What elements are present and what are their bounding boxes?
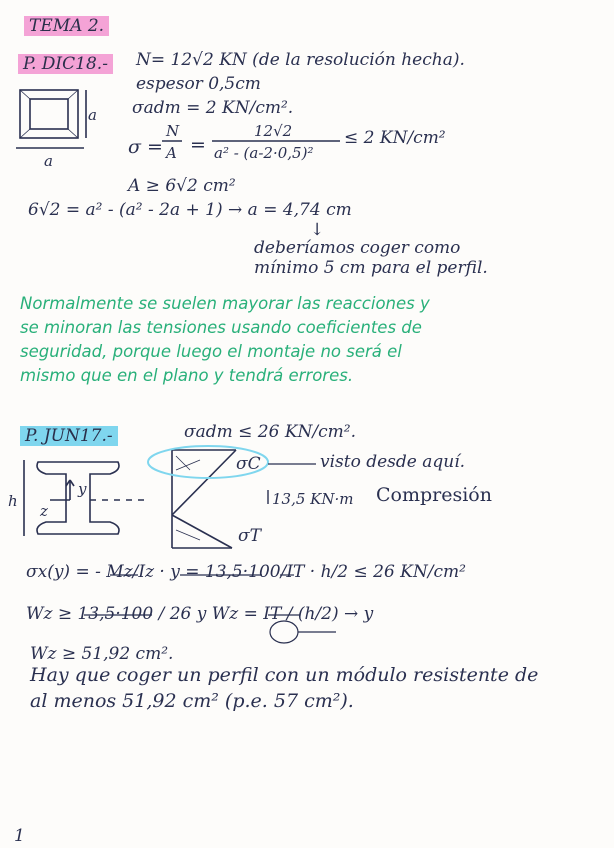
page-number: 1 (14, 826, 25, 846)
note-line2: mínimo 5 cm para el perfil. (254, 258, 488, 278)
sigma-c: σC (236, 454, 261, 474)
problem1-tag: P. DIC18.- (18, 54, 113, 74)
stress-diagram (172, 450, 236, 548)
label-a-bottom: a (44, 152, 53, 170)
tema-title: TEMA 2. (24, 16, 109, 36)
problem2-sigma-adm: σadm ≤ 26 KN/cm². (184, 422, 356, 442)
solve-line: 6√2 = a² - (a² - 2a + 1) → a = 4,74 cm (28, 200, 352, 220)
green-note-line2: se minoran las tensiones usando coeficientes de (20, 318, 422, 337)
formula-rhs: ≤ 2 KN/cm² (344, 128, 446, 148)
formula-num: 12√2 (254, 122, 293, 140)
moment-label: 13,5 KN·m (272, 490, 354, 508)
green-note-line3: seguridad, porque luego el montaje no será el (20, 342, 402, 361)
conclusion-line1: Hay que coger un perfil con un módulo resistente de (30, 664, 539, 686)
label-h: h (8, 492, 18, 510)
visto-label: visto desde aquí. (320, 452, 466, 472)
formula-eq: = (190, 134, 206, 156)
eq2: Wz ≥ 13,5·100 / 26 y Wz = IT / (h/2) → y (26, 604, 374, 624)
green-note-line4: mismo que en el plano y tendrá errores. (20, 366, 354, 385)
square-section-figure (16, 90, 86, 148)
arrow-down: ↓ (310, 220, 325, 240)
result: Wz ≥ 51,92 cm². (30, 644, 174, 664)
area-result: A ≥ 6√2 cm² (128, 176, 236, 196)
i-beam-figure (24, 460, 150, 536)
problem1-sigma-adm: σadm = 2 KN/cm². (132, 98, 294, 118)
problem1-thickness: espesor 0,5cm (136, 74, 261, 94)
label-y: y (78, 480, 87, 498)
formula-a: A (166, 144, 177, 162)
problem1-given-n: N= 12√2 KN (de la resolución hecha). (136, 50, 465, 70)
green-note-line1: Normalmente se suelen mayorar las reacciones y (20, 294, 430, 313)
formula-den: a² - (a-2·0,5)² (214, 144, 314, 162)
label-z: z (40, 502, 48, 520)
note-line1: deberíamos coger como (254, 238, 461, 258)
eq1: σx(y) = - Mz/Iz · y = 13,5·100/IT · h/2 ≤ 26 KN/cm² (26, 562, 466, 582)
compresion-label: Compresión (376, 484, 492, 506)
problem2-tag: P. JUN17.- (20, 426, 118, 446)
sigma-t: σT (238, 526, 261, 546)
formula-lhs: σ = (128, 136, 163, 158)
conclusion-line2: al menos 51,92 cm² (p.e. 57 cm²). (30, 690, 354, 712)
label-a-right: a (88, 106, 97, 124)
formula-n: N (166, 122, 180, 140)
